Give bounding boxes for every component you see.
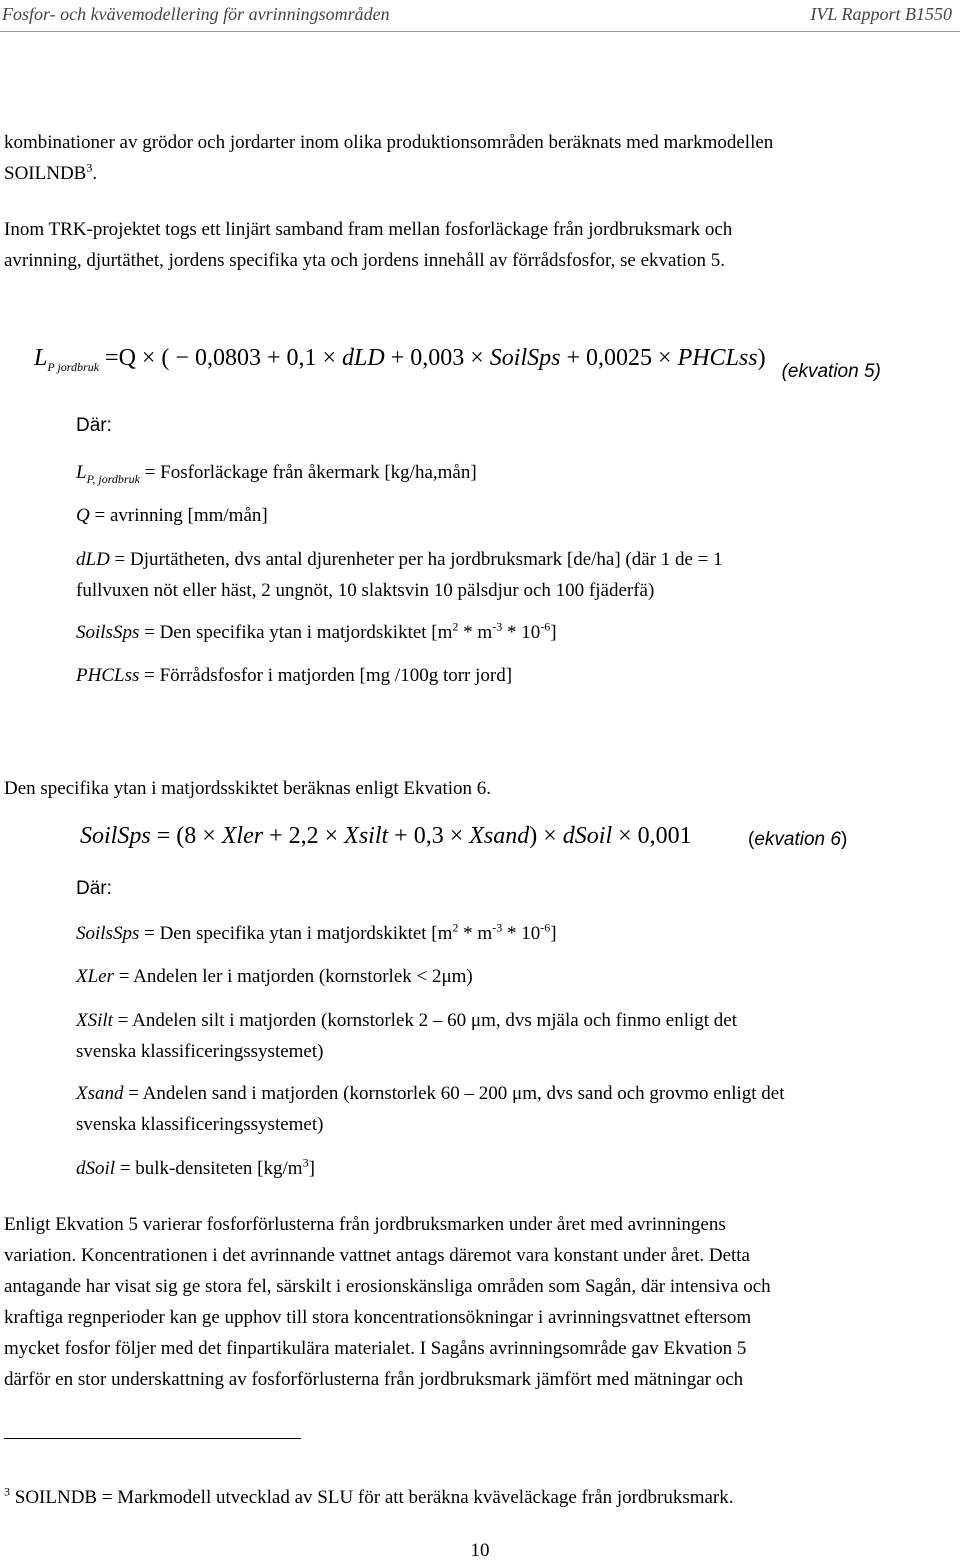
page-header (0, 4, 960, 26)
intro-paragraph: kombinationer av grödor och jordarter inom olika produktionsområden beräknats med markmodellen SOILNDB$^3$. (4, 132, 774, 184)
def-xsand: Xsand = Andelen sand i matjorden (kornstorlek 60 – 200 μm, dvs sand och grovmo enligt det svenska klassificeringssystemet) (76, 1083, 785, 1135)
where-label-2: Där: (76, 878, 112, 899)
closing-line: kraftiga regnperioder kan ge upphov till stora koncentrationsökningar i avrinningsvattnet eftersom (4, 1307, 752, 1328)
def-dsoil: dSoil = bulk-densiteten $[kg/m^3]$ (76, 1155, 315, 1179)
page-number: 10 (470, 1540, 490, 1561)
header-title: Fosfor- och kvävemodellering för avrinningsområden (2, 4, 390, 24)
header-report-number: IVL Rapport B1550 (810, 4, 952, 24)
trk-paragraph (4, 214, 954, 276)
footnote-mark: 3 (4, 1484, 10, 1499)
closing-line: mycket fosfor följer med det finpartikulära materialet. I Sagåns avrinningsområde gav Ekvation 5 (4, 1338, 747, 1359)
equation-6: SoilSps = (8 × Xler + 2,2 × Xsilt + 0,3 × Xsand) × dSoil × 0,001 (80, 823, 692, 849)
trk-line-1: Inom TRK-projektet togs ett linjärt samband fram mellan fosforläckage från jordbruksmark och (4, 219, 733, 240)
def-xsilt: XSilt = Andelen silt i matjorden (kornstorlek 2 – 60 μm, dvs mjäla och finmo enligt det svenska klassificeringssystemet) (76, 1010, 738, 1062)
intro-line-2: SOILNDB (4, 163, 87, 184)
eq5-subscript: P jordbruk (47, 359, 100, 374)
footnote-text: SOILNDB = Markmodell utvecklad av SLU för att beräkna kväveläckage från jordbruksmark. (10, 1487, 734, 1508)
where-label-1: Där: (76, 415, 112, 436)
def-q: Q = avrinning [mm/mån] (76, 505, 268, 526)
footnote-rule (4, 1438, 301, 1439)
header-rule (0, 31, 960, 32)
footnote-ref: 3 (86, 160, 93, 175)
def-lp: $L_{P, jordbruk}$ = Fosforläckage från åkermark [kg/ha,mån] (76, 462, 477, 486)
eq6-label: (ekvation 6) (748, 829, 848, 850)
def-dld: dLD = Djurtätheten, dvs antal djurenheter per ha jordbruksmark [de/ha] (där 1 de = 1 fullvuxen nöt eller häst, 2 ungnöt, 10 slaktsvin 10 pälsdjur och 100 fjäderfä) (76, 549, 723, 601)
ekv6-intro: Den specifika ytan i matjordsskiktet beräknas enligt Ekvation 6. (4, 778, 492, 799)
eq5-label: (ekvation 5) (781, 361, 881, 382)
def-soilssps-2: SoilsSps = Den specifika ytan i matjordskiktet $[m^2 * m^{-3} * 10^{-6}]$ (76, 920, 557, 944)
closing-line: variation. Koncentrationen i det avrinnande vattnet antags däremot vara konstant under året. Detta (4, 1245, 750, 1266)
trk-line-2: avrinning, djurtäthet, jordens specifika yta och jordens innehåll av förrådsfosfor, se ekvation 5. (4, 250, 726, 271)
def-phclss: PHCLss = Förrådsfosfor i matjorden [mg /100g torr jord] (76, 665, 513, 686)
def-soilssps-1: SoilsSps = Den specifika ytan i matjordskiktet $[m^2 * m^{-3} * 10^{-6}]$ (76, 619, 557, 643)
closing-line: antagande har visat sig ge stora fel, särskilt i erosionskänsliga områden som Sagån, där intensiva och (4, 1276, 771, 1297)
footnote (4, 1482, 954, 1513)
def-xler: XLer = Andelen ler i matjorden (kornstorlek < 2μm) (76, 966, 473, 987)
intro-line-1: kombinationer av grödor och jordarter inom olika produktionsområden beräknats med markmodellen (4, 132, 774, 153)
closing-line: Enligt Ekvation 5 varierar fosforförlusterna från jordbruksmarken under året med avrinningens (4, 1214, 726, 1235)
closing-paragraph (4, 1209, 954, 1395)
equation-5: $L_{P jordbruk} =Q$ × ( − 0,0803 + 0,1 × dLD + 0,003 × SoilSps + 0,0025 × PHCLss) $_{(ekvation 5)}$ (34, 345, 881, 382)
closing-line: därför en stor underskattning av fosforförlusterna från jordbruksmark jämfört med mätningar och (4, 1369, 744, 1390)
